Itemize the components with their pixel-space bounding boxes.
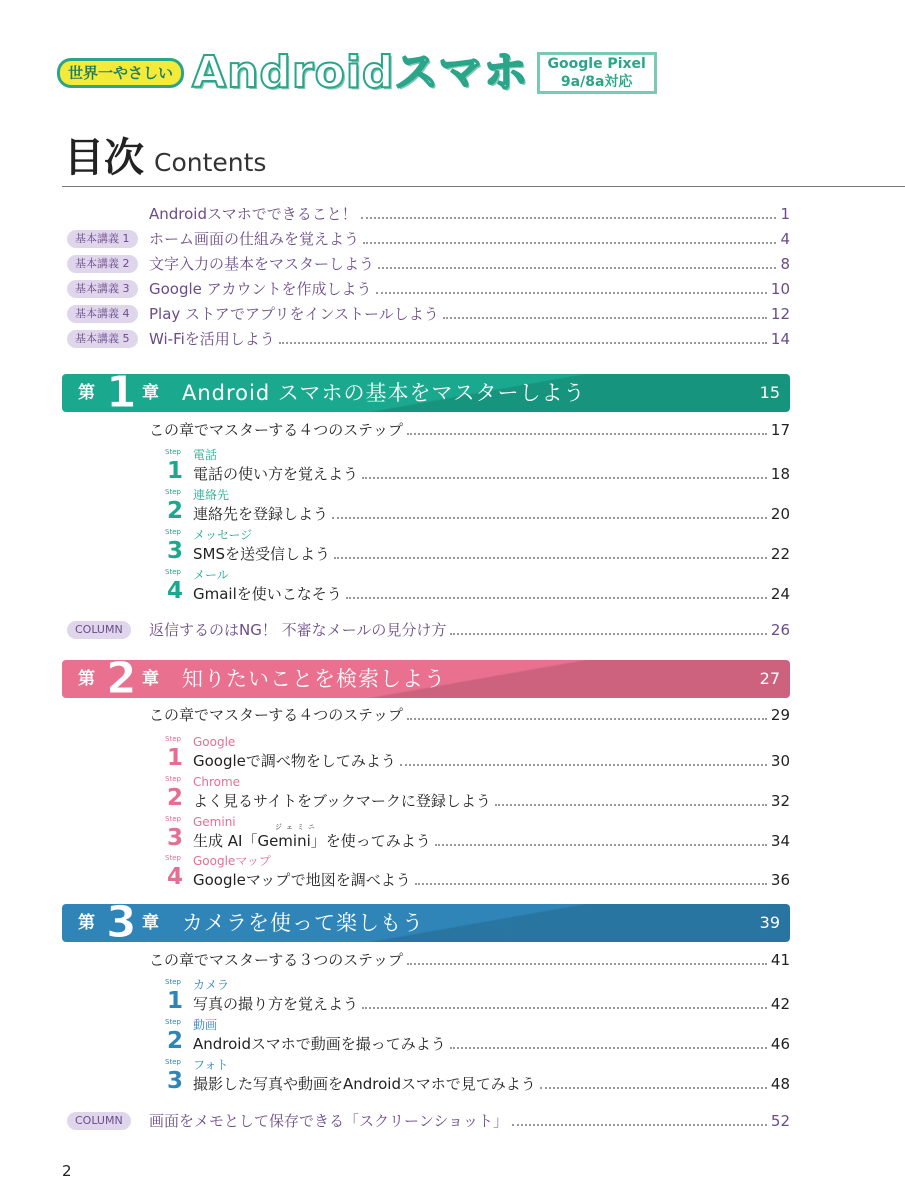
entry-title: 撮影した写真や動画をAndroidスマホで見てみよう xyxy=(193,1075,536,1093)
toc-entry[interactable] xyxy=(193,1032,790,1054)
title-jp: 目次 xyxy=(64,135,144,181)
entry-title: Googleマップで地図を調べよう xyxy=(193,871,411,889)
toc-entry[interactable] xyxy=(193,823,790,851)
step-category: Gemini xyxy=(193,815,236,829)
step-number: 2 xyxy=(167,1028,184,1054)
entry-page: 12 xyxy=(770,305,790,323)
entry-page: 24 xyxy=(770,585,790,603)
entry-title: 写真の撮り方を覚えよう xyxy=(193,995,359,1013)
step-tag: Step xyxy=(165,488,181,496)
toc-entry[interactable] xyxy=(149,202,790,224)
chapter-number: 3 xyxy=(106,897,137,948)
entry-title: 返信するのはNG！ 不審なメールの見分け方 xyxy=(149,621,447,639)
chapter-title: Android スマホの基本をマスターしよう xyxy=(182,381,586,405)
chapter-prefix: 第 xyxy=(78,913,95,933)
dot-leader xyxy=(363,242,776,244)
entry-page: 29 xyxy=(770,706,790,724)
entry-page: 48 xyxy=(770,1075,790,1093)
step-entry xyxy=(165,775,790,815)
entry-title: Gmailを使いこなそう xyxy=(193,585,342,603)
step-number: 1 xyxy=(167,745,184,771)
dot-leader xyxy=(450,1047,767,1049)
step-tag: Step xyxy=(165,568,181,576)
section-badge: 基本講義 1 xyxy=(67,230,138,248)
logo-main: Androidスマホ xyxy=(192,47,529,98)
chapter-title: カメラを使って楽しもう xyxy=(182,911,424,935)
logo-sub-2: 9a/8a対応 xyxy=(560,74,633,90)
entry-page: 41 xyxy=(770,951,790,969)
chapter-suffix: 章 xyxy=(142,383,159,403)
step-tag: Step xyxy=(165,854,181,862)
step-number: 4 xyxy=(167,864,184,890)
entry-title: Google アカウントを作成しよう xyxy=(149,280,372,298)
entry-title: SMSを送受信しよう xyxy=(193,545,330,563)
dot-leader xyxy=(346,597,767,599)
entry-page: 1 xyxy=(780,205,790,223)
chapter-page: 27 xyxy=(759,669,780,688)
toc-entry[interactable] xyxy=(75,327,790,349)
entry-title: Androidスマホで動画を撮ってみよう xyxy=(193,1035,446,1053)
dot-leader xyxy=(435,844,767,846)
chapter-header-1 xyxy=(62,367,790,418)
section-badge: 基本講義 5 xyxy=(67,330,138,348)
step-entry xyxy=(165,1018,790,1058)
logo-pill: 世界一やさしい xyxy=(57,58,184,88)
step-category: Chrome xyxy=(193,775,241,789)
step-category: Google xyxy=(193,735,236,749)
toc-entry[interactable] xyxy=(193,542,790,564)
logo-sub-1: Google Pixel xyxy=(547,56,646,72)
entry-title: 文字入力の基本をマスターしよう xyxy=(149,255,375,273)
step-number: 1 xyxy=(167,988,184,1014)
chapter-number: 2 xyxy=(106,653,137,704)
step-category: Googleマップ xyxy=(193,854,271,868)
step-category: メッセージ xyxy=(193,528,253,542)
entry-page: 26 xyxy=(770,621,790,639)
entry-title: ホーム画面の仕組みを覚えよう xyxy=(149,230,360,248)
step-entry xyxy=(165,528,790,568)
chapter-suffix: 章 xyxy=(142,669,159,689)
entry-title: よく見るサイトをブックマークに登録しよう xyxy=(193,792,491,810)
title-divider xyxy=(62,186,905,187)
chapter-number: 1 xyxy=(106,367,137,418)
step-entry xyxy=(165,978,790,1018)
section-badge: COLUMN xyxy=(67,621,131,639)
dot-leader xyxy=(407,963,767,965)
section-badge: 基本講義 4 xyxy=(67,305,138,323)
book-logo xyxy=(57,42,657,104)
step-category: フォト xyxy=(193,1058,229,1072)
entry-title: この章でマスターする４つのステップ xyxy=(149,421,403,439)
page-title xyxy=(64,135,266,181)
step-number: 4 xyxy=(167,578,184,604)
dot-leader xyxy=(540,1087,767,1089)
section-badge: 基本講義 2 xyxy=(67,255,138,273)
step-tag: Step xyxy=(165,528,181,536)
toc-entry[interactable] xyxy=(149,948,790,970)
entry-page: 17 xyxy=(770,421,790,439)
chapter-title: 知りたいことを検索しよう xyxy=(182,667,446,691)
entry-title: Play ストアでアプリをインストールしよう xyxy=(149,305,439,323)
entry-page: 4 xyxy=(780,230,790,248)
step-entry xyxy=(165,1058,790,1098)
section-badge: 基本講義 3 xyxy=(67,280,138,298)
toc-entry[interactable] xyxy=(193,502,790,524)
step-number: 2 xyxy=(167,498,184,524)
chapter-header-2 xyxy=(62,653,790,704)
entry-title: Androidスマホでできること！ xyxy=(149,205,357,223)
dot-leader xyxy=(362,477,767,479)
dot-leader xyxy=(361,217,777,219)
step-tag: Step xyxy=(165,978,181,986)
dot-leader xyxy=(362,1007,767,1009)
entry-title: この章でマスターする３つのステップ xyxy=(149,951,403,969)
entry-page: 52 xyxy=(770,1112,790,1130)
dot-leader xyxy=(279,342,767,344)
step-tag: Step xyxy=(165,775,181,783)
entry-page: 34 xyxy=(770,832,790,850)
step-category: メール xyxy=(193,568,229,582)
entry-page: 8 xyxy=(780,255,790,273)
toc-entry[interactable] xyxy=(193,868,790,890)
dot-leader xyxy=(450,633,767,635)
entry-title: 電話の使い方を覚えよう xyxy=(193,465,359,483)
dot-leader xyxy=(378,267,776,269)
logo-sub xyxy=(537,52,657,94)
entry-title: 連絡先を登録しよう xyxy=(193,505,329,523)
entry-page: 20 xyxy=(770,505,790,523)
toc-entry[interactable] xyxy=(149,703,790,725)
chapter-prefix: 第 xyxy=(78,669,95,689)
entry-page: 14 xyxy=(770,330,790,348)
toc-entry[interactable] xyxy=(193,789,790,811)
chapter-prefix: 第 xyxy=(78,383,95,403)
step-entry xyxy=(165,815,790,855)
toc-entry[interactable] xyxy=(193,749,790,771)
step-category: 動画 xyxy=(193,1018,218,1032)
step-category: カメラ xyxy=(193,978,230,992)
toc-entry[interactable] xyxy=(75,618,790,640)
dot-leader xyxy=(415,883,767,885)
step-tag: Step xyxy=(165,1018,181,1026)
step-category: 電話 xyxy=(193,448,218,462)
dot-leader xyxy=(376,292,767,294)
entry-title: 生成 AI「Gemini」を使ってみよう xyxy=(193,832,431,850)
toc-entry[interactable] xyxy=(75,227,790,249)
toc-entry[interactable] xyxy=(149,418,790,440)
toc-entry[interactable] xyxy=(193,992,790,1014)
entry-page: 46 xyxy=(770,1035,790,1053)
chapter-suffix: 章 xyxy=(142,913,159,933)
ruby-text: ジェミニ xyxy=(275,823,319,831)
step-number: 3 xyxy=(167,538,184,564)
dot-leader xyxy=(443,317,767,319)
entry-title: この章でマスターする４つのステップ xyxy=(149,706,403,724)
entry-page: 32 xyxy=(770,792,790,810)
step-number: 3 xyxy=(167,825,184,851)
entry-page: 42 xyxy=(770,995,790,1013)
dot-leader xyxy=(407,718,767,720)
step-entry xyxy=(165,448,790,488)
dot-leader xyxy=(334,557,767,559)
dot-leader xyxy=(400,764,767,766)
chapter-header-3 xyxy=(62,897,790,948)
toc-entry[interactable] xyxy=(193,462,790,484)
toc-entry[interactable] xyxy=(75,277,790,299)
dot-leader xyxy=(495,804,767,806)
dot-leader xyxy=(332,517,767,519)
entry-page: 30 xyxy=(770,752,790,770)
step-entry xyxy=(165,854,790,894)
entry-page: 36 xyxy=(770,871,790,889)
step-entry xyxy=(165,735,790,775)
step-tag: Step xyxy=(165,448,181,456)
chapter-page: 39 xyxy=(759,913,780,932)
entry-page: 10 xyxy=(770,280,790,298)
entry-title: 画面をメモとして保存できる「スクリーンショット」 xyxy=(149,1112,509,1130)
toc-entry[interactable] xyxy=(75,302,790,324)
step-category: 連絡先 xyxy=(193,488,230,502)
step-number: 2 xyxy=(167,785,184,811)
step-number: 1 xyxy=(167,458,184,484)
section-badge: COLUMN xyxy=(67,1112,131,1130)
title-en: Contents xyxy=(154,148,267,177)
toc-entry[interactable] xyxy=(193,582,790,604)
step-entry xyxy=(165,568,790,608)
chapter-page: 15 xyxy=(759,383,780,402)
entry-page: 22 xyxy=(770,545,790,563)
page-number: 2 xyxy=(62,1162,72,1180)
entry-title: Wi-Fiを活用しよう xyxy=(149,330,275,348)
step-entry xyxy=(165,488,790,528)
step-tag: Step xyxy=(165,735,181,743)
dot-leader xyxy=(407,433,767,435)
entry-title: Googleで調べ物をしてみよう xyxy=(193,752,396,770)
entry-page: 18 xyxy=(770,465,790,483)
toc-entry[interactable] xyxy=(193,1072,790,1094)
toc-entry[interactable] xyxy=(75,1109,790,1131)
dot-leader xyxy=(512,1124,767,1126)
toc-entry[interactable] xyxy=(75,252,790,274)
step-tag: Step xyxy=(165,815,181,823)
step-number: 3 xyxy=(167,1068,184,1094)
step-tag: Step xyxy=(165,1058,181,1066)
